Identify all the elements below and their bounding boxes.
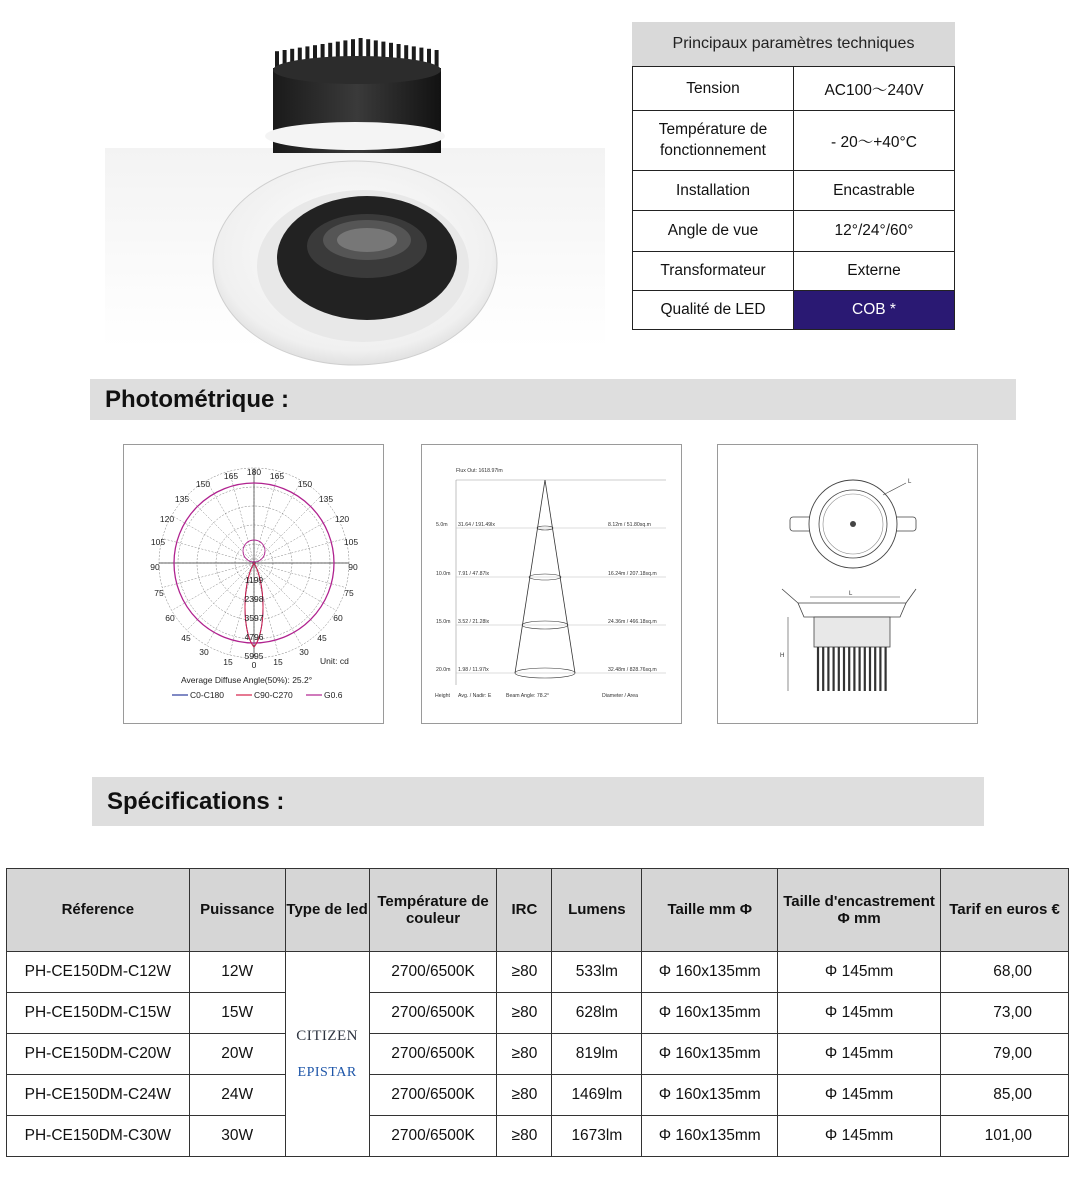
cell-irc: ≥80 — [497, 952, 552, 993]
polar-angle-label: 45 — [317, 633, 327, 643]
polar-angle-label: 60 — [333, 613, 343, 623]
header-power: Puissance — [189, 869, 285, 952]
param-value: Encastrable — [794, 171, 955, 211]
cell-temp: 2700/6500K — [369, 1075, 497, 1116]
polar-angle-label: 75 — [344, 588, 354, 598]
polar-angle-label: 105 — [343, 537, 359, 547]
polar-angle-label: 15 — [223, 657, 233, 667]
beam-avg: 3.52 / 21.28lx — [458, 619, 490, 625]
header-color-temp: Température de couleur — [369, 869, 497, 952]
beam-footer-avg: Avg. / Nadir: E — [458, 693, 492, 699]
polar-angle-label: 60 — [165, 613, 175, 623]
cell-lumens: 1673lm — [552, 1116, 642, 1157]
product-photo — [105, 18, 605, 373]
beam-diameter: 24.36m / 466.18sq.m — [608, 619, 657, 625]
legend-c0: C0-C180 — [190, 690, 225, 700]
cell-price: 73,00 — [941, 993, 1069, 1034]
beam-diameter: 32.48m / 828.76sq.m — [608, 667, 657, 673]
cell-lumens: 819lm — [552, 1034, 642, 1075]
dim-h: H — [780, 653, 785, 659]
beam-height: 20.0m — [436, 667, 451, 673]
polar-angle-label: 45 — [181, 633, 191, 643]
param-value: Externe — [794, 252, 955, 291]
beam-avg: 7.91 / 47.87lx — [458, 571, 490, 577]
polar-radial-label: 3597 — [244, 613, 264, 623]
polar-angle-label: 30 — [199, 647, 209, 657]
cell-power: 24W — [189, 1075, 285, 1116]
param-label: Angle de vue — [633, 211, 794, 252]
beam-footer-dia: Diameter / Area — [602, 693, 639, 699]
param-label: Température de fonctionnement — [633, 111, 794, 171]
param-label: Transformateur — [633, 252, 794, 291]
table-row — [7, 1034, 1069, 1075]
table-row — [7, 952, 1069, 993]
header-size: Taille mm Φ — [642, 869, 778, 952]
polar-angle-label: 165 — [223, 471, 239, 481]
dimension-diagram — [717, 444, 978, 724]
param-value: - 20～+40°C — [794, 111, 955, 171]
param-label: Qualité de LED — [633, 291, 794, 330]
cell-lumens: 1469lm — [552, 1075, 642, 1116]
cell-temp: 2700/6500K — [369, 952, 497, 993]
polar-radial-label: 1199 — [244, 575, 264, 585]
cell-ref: PH-CE150DM-C12W — [7, 952, 190, 993]
polar-unit-label: Unit: cd — [320, 656, 349, 666]
cell-price: 79,00 — [941, 1034, 1069, 1075]
spec-header-row — [7, 869, 1069, 952]
polar-angle-label: 0 — [251, 660, 257, 670]
polar-angle-label: 165 — [269, 471, 285, 481]
polar-diffuse-label: Average Diffuse Angle(50%): 25.2° — [181, 675, 313, 685]
table-row — [7, 1116, 1069, 1157]
cell-ref: PH-CE150DM-C30W — [7, 1116, 190, 1157]
beam-flux: Flux Out: 1618.97lm — [456, 468, 503, 474]
table-row — [7, 993, 1069, 1034]
param-label: Installation — [633, 171, 794, 211]
param-value: AC100～240V — [794, 67, 955, 111]
cell-size: Φ 160x135mm — [642, 993, 778, 1034]
cell-cutout: Φ 145mm — [778, 993, 941, 1034]
header-cutout: Taille d'encastrement Φ mm — [778, 869, 941, 952]
cell-cutout: Φ 145mm — [778, 952, 941, 993]
citizen-logo: CITIZEN — [296, 1027, 359, 1044]
cell-temp: 2700/6500K — [369, 993, 497, 1034]
cell-ref: PH-CE150DM-C24W — [7, 1075, 190, 1116]
cell-irc: ≥80 — [497, 993, 552, 1034]
specifications-heading: Spécifications : — [92, 777, 984, 826]
cell-cutout: Φ 145mm — [778, 1116, 941, 1157]
dim-top-l: L — [908, 479, 912, 485]
polar-angle-label: 135 — [174, 494, 190, 504]
cell-ref: PH-CE150DM-C20W — [7, 1034, 190, 1075]
beam-avg: 1.98 / 11.97lx — [458, 667, 489, 673]
cell-cutout: Φ 145mm — [778, 1075, 941, 1116]
polar-radial-label: 2398 — [244, 594, 264, 604]
cell-irc: ≥80 — [497, 1034, 552, 1075]
beam-height: 15.0m — [436, 619, 451, 625]
polar-angle-label: 30 — [299, 647, 309, 657]
polar-diagram — [123, 444, 384, 724]
cell-ref: PH-CE150DM-C15W — [7, 993, 190, 1034]
legend-g: G0.6 — [324, 690, 343, 700]
header-lumens: Lumens — [552, 869, 642, 952]
cell-irc: ≥80 — [497, 1075, 552, 1116]
beam-height: 10.0m — [436, 571, 451, 577]
header-reference: Réference — [7, 869, 190, 952]
table-row — [7, 1075, 1069, 1116]
epistar-logo: EPISTAR — [297, 1064, 357, 1080]
header-irc: IRC — [497, 869, 552, 952]
photometric-heading: Photométrique : — [90, 379, 1016, 420]
beam-footer-height: Height — [435, 693, 450, 699]
polar-angle-label: 90 — [348, 562, 358, 572]
cell-size: Φ 160x135mm — [642, 1034, 778, 1075]
cell-cutout: Φ 145mm — [778, 1034, 941, 1075]
cell-power: 12W — [189, 952, 285, 993]
cell-power: 30W — [189, 1116, 285, 1157]
param-label: Tension — [633, 67, 794, 111]
polar-angle-label: 15 — [273, 657, 283, 667]
cell-price: 68,00 — [941, 952, 1069, 993]
polar-angle-label: 150 — [195, 479, 211, 489]
spec-table — [6, 868, 1069, 1157]
beam-diagram — [421, 444, 682, 724]
cell-price: 101,00 — [941, 1116, 1069, 1157]
cell-lumens: 628lm — [552, 993, 642, 1034]
beam-avg: 31.64 / 191.49lx — [458, 522, 495, 528]
led-quality-badge: COB * — [794, 291, 955, 330]
beam-footer-angle: Beam Angle: 78.2° — [506, 693, 550, 699]
cell-power: 20W — [189, 1034, 285, 1075]
dim-side-l: L — [849, 591, 853, 597]
tech-params-table — [632, 22, 955, 330]
cell-temp: 2700/6500K — [369, 1034, 497, 1075]
cell-temp: 2700/6500K — [369, 1116, 497, 1157]
polar-angle-label: 75 — [154, 588, 164, 598]
polar-angle-label: 105 — [150, 537, 166, 547]
legend-c90: C90-C270 — [254, 690, 293, 700]
polar-angle-label: 120 — [159, 514, 175, 524]
polar-angle-label: 90 — [150, 562, 160, 572]
beam-diameter: 8.12m / 51.80sq.m — [608, 522, 651, 528]
cell-size: Φ 160x135mm — [642, 1075, 778, 1116]
polar-radial-label: 4796 — [244, 632, 264, 642]
cell-irc: ≥80 — [497, 1116, 552, 1157]
polar-angle-label: 150 — [297, 479, 313, 489]
tech-params-title: Principaux paramètres techniques — [632, 22, 955, 66]
cell-power: 15W — [189, 993, 285, 1034]
polar-angle-label: 120 — [334, 514, 350, 524]
cell-lumens: 533lm — [552, 952, 642, 993]
header-led-type: Type de led — [285, 869, 369, 952]
cell-size: Φ 160x135mm — [642, 1116, 778, 1157]
beam-diameter: 16.24m / 207.18sq.m — [608, 571, 657, 577]
header-price: Tarif en euros € — [941, 869, 1069, 952]
param-value: 12°/24°/60° — [794, 211, 955, 252]
polar-angle-label: 135 — [318, 494, 334, 504]
led-brands-cell — [285, 952, 369, 1157]
cell-price: 85,00 — [941, 1075, 1069, 1116]
beam-height: 5.0m — [436, 522, 448, 528]
cell-size: Φ 160x135mm — [642, 952, 778, 993]
polar-angle-label: 180 — [246, 467, 262, 477]
polar-radial-label: 5995 — [244, 651, 264, 661]
